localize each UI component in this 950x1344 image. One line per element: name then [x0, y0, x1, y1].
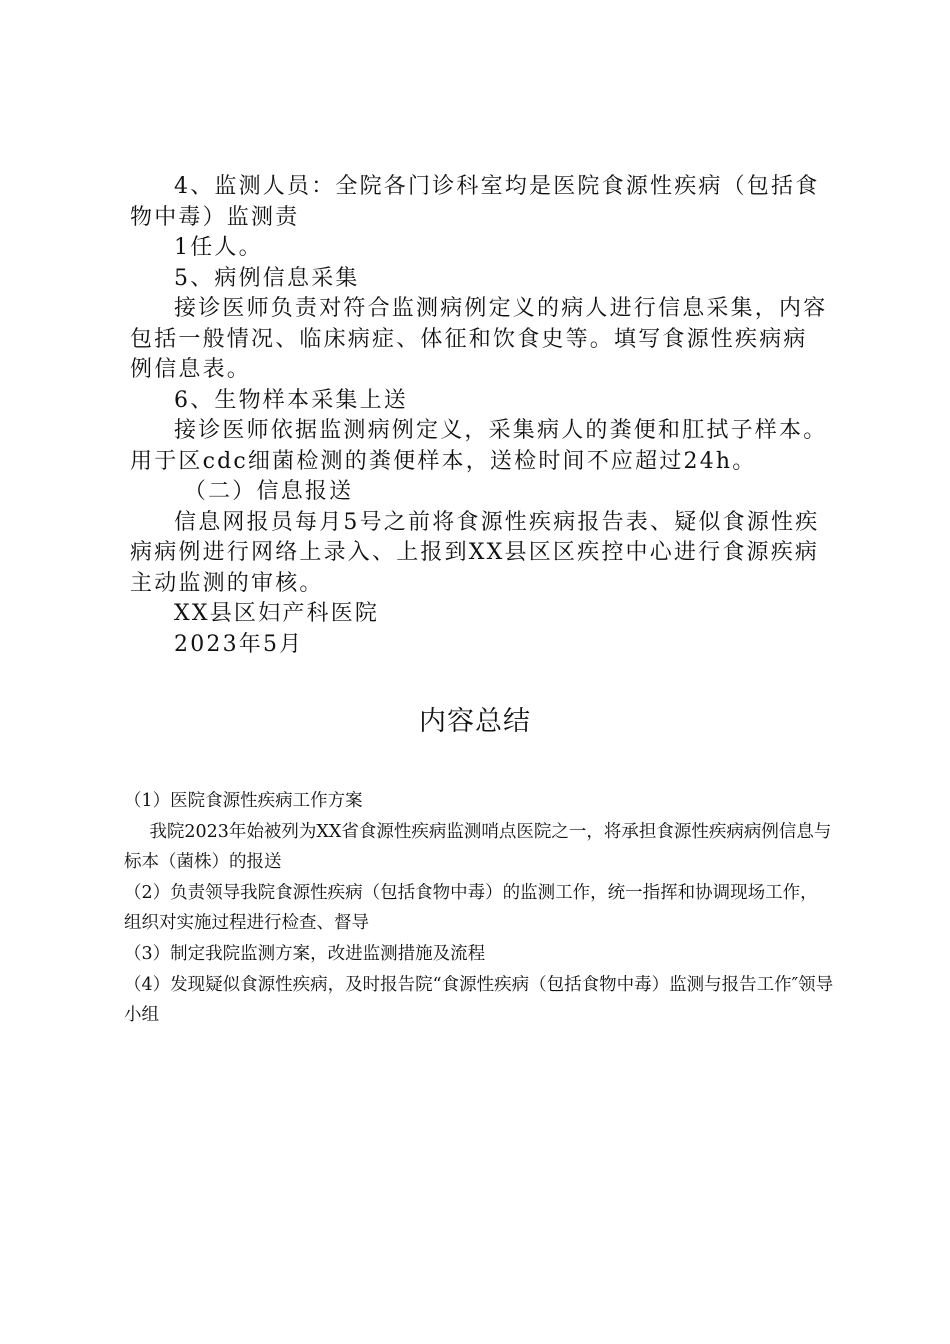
summary-title: 内容总结: [419, 706, 531, 737]
signature-hospital: XX县区妇产科医院: [174, 601, 380, 626]
paragraph-responsible-person: 1任人。: [174, 235, 263, 260]
summary-item-1-body: 我院2023年始被列为XX省食源性疾病监测哨点医院之一，将承担食源性疾病病例信息与标本（菌株）的报送: [124, 821, 832, 873]
summary-item-1: （1）医院食源性疾病工作方案: [124, 791, 363, 811]
heading-sample-collection: 6、生物样本采集上送: [174, 387, 408, 413]
summary-item-3: （3）制定我院监测方案，改进监测措施及流程: [124, 943, 486, 964]
heading-info-reporting: （二）信息报送: [183, 479, 354, 504]
summary-section: [124, 786, 834, 1031]
main-body-text: [130, 172, 830, 660]
heading-case-info-collection: 5、病例信息采集: [174, 265, 360, 291]
summary-item-4: （4）发现疑似食源性疾病，及时报告院“食源性疾病（包括食物中毒）监测与报告工作″领导小组: [124, 974, 834, 1026]
paragraph-sample-collection: 接诊医师依据监测病例定义，采集病人的粪便和肛拭子样本。用于区cdc细菌检测的粪便样本，送检时间不应超过24h。: [130, 418, 828, 474]
signature-date: 2023年5月: [174, 631, 304, 657]
paragraph-monitoring-staff: 4、监测人员：全院各门诊科室均是医院食源性疾病（包括食物中毒）监测责: [130, 174, 820, 230]
paragraph-info-reporting: 信息网报员每月5号之前将食源性疾病报告表、疑似食源性疾病病例进行网络上录入、上报到XX县区区疾控中心进行食源疾病主动监测的审核。: [130, 509, 820, 596]
summary-item-2: （2）负责领导我院食源性疾病（包括食物中毒）的监测工作，统一指挥和协调现场工作，组织对实施过程进行检查、督导: [124, 882, 818, 934]
paragraph-case-info-collection: 接诊医师负责对符合监测病例定义的病人进行信息采集，内容包括一般情况、临床病症、体征和饮食史等。填写食源性疾病病例信息表。: [130, 296, 828, 382]
